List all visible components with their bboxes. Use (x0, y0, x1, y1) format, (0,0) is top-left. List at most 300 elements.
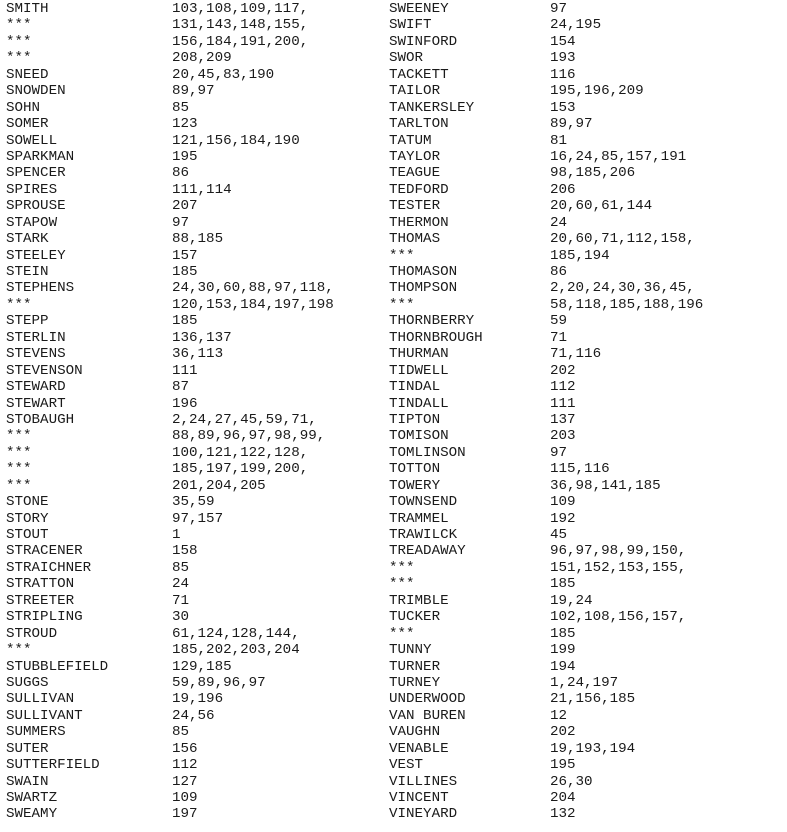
surname: TOTTON (389, 461, 441, 478)
surname: TOMLINSON (389, 444, 466, 461)
page-references: 2,24,27,45,59,71, (172, 411, 317, 428)
page-references: 111 (172, 362, 198, 379)
surname: *** (389, 247, 415, 264)
surname: SUTER (6, 740, 49, 757)
surname: STONE (6, 494, 49, 511)
surname: STUBBLEFIELD (6, 658, 109, 675)
index-entry (389, 313, 787, 329)
page-references: 102,108,156,157, (550, 609, 687, 626)
surname: UNDERWOOD (389, 691, 466, 708)
page-references: 97 (550, 1, 568, 17)
index-column-right (389, 1, 787, 823)
index-entry (389, 1, 787, 17)
surname: SUMMERS (6, 724, 66, 741)
index-entry (389, 626, 787, 642)
index-entry (6, 363, 386, 379)
page-references: 193 (550, 50, 576, 67)
surname: STRACENER (6, 543, 83, 560)
index-entry (6, 806, 386, 822)
index-entry (389, 264, 787, 280)
index-entry (389, 806, 787, 822)
surname: THERMON (389, 214, 449, 231)
page-references: 185 (172, 264, 198, 280)
page-references: 88,185 (172, 231, 224, 248)
index-entry (6, 659, 386, 675)
surname: TUCKER (389, 609, 441, 626)
surname: TREADAWAY (389, 543, 466, 560)
page-references: 24,195 (550, 17, 602, 34)
page-references: 123 (172, 116, 198, 133)
page-references: 111,114 (172, 181, 232, 198)
page-references: 112 (550, 379, 576, 396)
page-references: 19,193,194 (550, 740, 636, 757)
surname: SPIRES (6, 181, 58, 198)
index-entry (6, 100, 386, 116)
surname: SULLIVAN (6, 691, 75, 708)
index-entry (6, 83, 386, 99)
index-entry (6, 543, 386, 559)
surname: TOMISON (389, 428, 449, 445)
index-entry (389, 494, 787, 510)
index-entry (6, 280, 386, 296)
index-entry (6, 313, 386, 329)
surname: SPROUSE (6, 198, 66, 215)
index-entry (6, 412, 386, 428)
surname: SPENCER (6, 165, 66, 182)
page-references: 36,113 (172, 346, 224, 363)
surname: THOMPSON (389, 280, 458, 297)
surname: SWAIN (6, 773, 49, 790)
page-references: 129,185 (172, 658, 232, 675)
index-entry (6, 708, 386, 724)
page-references: 58,118,185,188,196 (550, 296, 704, 313)
surname: TRAMMEL (389, 510, 449, 527)
index-entry (6, 609, 386, 625)
page-references: 86 (172, 165, 190, 182)
surname: TARLTON (389, 116, 449, 133)
surname: *** (389, 296, 415, 313)
index-entry (389, 724, 787, 740)
index-entry (6, 67, 386, 83)
page-references: 194 (550, 658, 576, 675)
page-references: 196 (172, 395, 198, 412)
index-entry (389, 231, 787, 247)
surname: TUNNY (389, 642, 432, 659)
index-entry (6, 34, 386, 50)
page-references: 131,143,148,155, (172, 17, 309, 34)
page-references: 81 (550, 132, 568, 149)
page-references: 109 (550, 494, 576, 511)
surname: STREETER (6, 592, 75, 609)
surname: SWARTZ (6, 790, 58, 806)
page-references: 85 (172, 559, 190, 576)
surname: *** (6, 444, 32, 461)
page-references: 97 (550, 444, 568, 461)
index-entry (6, 297, 386, 313)
page-references: 97 (172, 214, 190, 231)
page-references: 26,30 (550, 773, 593, 790)
index-entry (389, 346, 787, 362)
surname: TURNER (389, 658, 441, 675)
page-references: 192 (550, 510, 576, 527)
surname: STERLIN (6, 329, 66, 346)
surname: TIDWELL (389, 362, 449, 379)
page-references: 156,184,191,200, (172, 33, 309, 50)
surname: TAILOR (389, 83, 441, 100)
index-entry (389, 165, 787, 181)
page-references: 206 (550, 181, 576, 198)
index-column-left (6, 1, 386, 823)
page-references: 24 (550, 214, 568, 231)
page-references: 154 (550, 33, 576, 50)
surname: STARK (6, 231, 49, 248)
index-entry (6, 1, 386, 17)
surname: SWIFT (389, 17, 432, 34)
page-references: 19,196 (172, 691, 224, 708)
index-entry (6, 215, 386, 231)
page-references: 185 (172, 313, 198, 330)
page-references: 89,97 (172, 83, 215, 100)
page-references: 195,196,209 (550, 83, 644, 100)
surname: *** (6, 50, 32, 67)
surname: *** (6, 477, 32, 494)
index-entry (389, 659, 787, 675)
surname: *** (6, 33, 32, 50)
surname: TURNEY (389, 674, 441, 691)
index-entry (6, 445, 386, 461)
page-references: 185,194 (550, 247, 610, 264)
page-references: 197 (172, 806, 198, 823)
surname: TEAGUE (389, 165, 441, 182)
index-entry (6, 396, 386, 412)
surname: SWOR (389, 50, 424, 67)
surname: SOHN (6, 99, 41, 116)
page-references: 115,116 (550, 461, 610, 478)
surname: VAN BUREN (389, 707, 466, 724)
index-entry (389, 83, 787, 99)
page-references: 116 (550, 66, 576, 83)
index-entry (389, 248, 787, 264)
index-entry (6, 17, 386, 33)
page-references: 87 (172, 379, 190, 396)
surname: TAYLOR (389, 148, 441, 165)
index-entry (389, 330, 787, 346)
index-entry (389, 741, 787, 757)
index-entry (6, 691, 386, 707)
page-references: 111 (550, 395, 576, 412)
surname: SUTTERFIELD (6, 757, 100, 774)
index-entry (6, 560, 386, 576)
surname: SNEED (6, 66, 49, 83)
index-entry (6, 675, 386, 691)
page-references: 86 (550, 264, 568, 280)
page-references: 98,185,206 (550, 165, 636, 182)
surname: THURMAN (389, 346, 449, 363)
index-entry (389, 478, 787, 494)
index-entry (389, 428, 787, 444)
index-entry (389, 100, 787, 116)
page-references: 36,98,141,185 (550, 477, 661, 494)
page-references: 203 (550, 428, 576, 445)
page-references: 201,204,205 (172, 477, 266, 494)
surname: STEPHENS (6, 280, 75, 297)
index-entry (389, 527, 787, 543)
index-entry (389, 774, 787, 790)
page-references: 59 (550, 313, 568, 330)
surname: TINDAL (389, 379, 441, 396)
index-entry (6, 198, 386, 214)
index-entry (389, 708, 787, 724)
surname: SWEAMY (6, 806, 58, 823)
page-references: 59,89,96,97 (172, 674, 266, 691)
index-entry (6, 494, 386, 510)
surname: THOMASON (389, 264, 458, 280)
page-references: 158 (172, 543, 198, 560)
surname: VAUGHN (389, 724, 441, 741)
page-references: 112 (172, 757, 198, 774)
surname: *** (389, 625, 415, 642)
surname: STAPOW (6, 214, 58, 231)
page-references: 97,157 (172, 510, 224, 527)
surname: *** (6, 296, 32, 313)
surname: STEPP (6, 313, 49, 330)
page-references: 35,59 (172, 494, 215, 511)
index-entry (6, 231, 386, 247)
index-entry (389, 691, 787, 707)
surname: TEDFORD (389, 181, 449, 198)
surname: SULLIVANT (6, 707, 83, 724)
surname: VINEYARD (389, 806, 458, 823)
page-references: 127 (172, 773, 198, 790)
page-references: 24,56 (172, 707, 215, 724)
page-references: 195 (172, 148, 198, 165)
index-entry (389, 642, 787, 658)
index-entry (389, 511, 787, 527)
page-references: 45 (550, 527, 568, 543)
index-entry (6, 149, 386, 165)
surname: STROUD (6, 625, 58, 642)
page-references: 71 (550, 329, 568, 346)
page-references: 16,24,85,157,191 (550, 148, 687, 165)
page-references: 20,45,83,190 (172, 66, 275, 83)
index-entry (389, 576, 787, 592)
index-entry (389, 34, 787, 50)
index-entry (6, 428, 386, 444)
index-entry (389, 412, 787, 428)
surname: STRAICHNER (6, 559, 92, 576)
page-references: 71 (172, 592, 190, 609)
index-entry (389, 280, 787, 296)
index-entry (389, 675, 787, 691)
index-entry (389, 363, 787, 379)
index-entry (389, 543, 787, 559)
index-entry (389, 560, 787, 576)
surname: SWINFORD (389, 33, 458, 50)
page-references: 85 (172, 724, 190, 741)
index-entry (6, 165, 386, 181)
page-references: 1,24,197 (550, 674, 619, 691)
surname: STEELEY (6, 247, 66, 264)
page-references: 61,124,128,144, (172, 625, 300, 642)
page-references: 121,156,184,190 (172, 132, 300, 149)
surname: SPARKMAN (6, 148, 75, 165)
surname: TATUM (389, 132, 432, 149)
surname: VILLINES (389, 773, 458, 790)
index-entry (389, 396, 787, 412)
surname: THOMAS (389, 231, 441, 248)
surname: SNOWDEN (6, 83, 66, 100)
surname: VENABLE (389, 740, 449, 757)
index-entry (389, 149, 787, 165)
index-entry (389, 116, 787, 132)
index-entry (6, 626, 386, 642)
surname: STRIPLING (6, 609, 83, 626)
surname: TESTER (389, 198, 441, 215)
page-references: 207 (172, 198, 198, 215)
index-entry (6, 133, 386, 149)
surname: STOUT (6, 527, 49, 543)
page-references: 185,202,203,204 (172, 642, 300, 659)
page-references: 109 (172, 790, 198, 806)
surname: SMITH (6, 1, 49, 17)
index-entry (6, 774, 386, 790)
index-entry (389, 67, 787, 83)
page-references: 20,60,71,112,158, (550, 231, 695, 248)
page-references: 96,97,98,99,150, (550, 543, 687, 560)
surname: THORNBROUGH (389, 329, 483, 346)
page-references: 156 (172, 740, 198, 757)
index-entry (6, 346, 386, 362)
surname: TOWERY (389, 477, 441, 494)
page-references: 120,153,184,197,198 (172, 296, 334, 313)
index-entry (6, 182, 386, 198)
index-entry (6, 461, 386, 477)
surname: *** (389, 559, 415, 576)
surname: STORY (6, 510, 49, 527)
page-references: 30 (172, 609, 190, 626)
page-references: 153 (550, 99, 576, 116)
index-entry (6, 50, 386, 66)
page-references: 89,97 (550, 116, 593, 133)
index-entry (6, 248, 386, 264)
index-entry (6, 527, 386, 543)
index-entry (6, 330, 386, 346)
index-entry (389, 50, 787, 66)
page-references: 12 (550, 707, 568, 724)
page-references: 185 (550, 576, 576, 593)
page-references: 208,209 (172, 50, 232, 67)
surname: *** (6, 17, 32, 34)
surname: SOWELL (6, 132, 58, 149)
index-entry (389, 609, 787, 625)
index-entry (6, 264, 386, 280)
page-references: 19,24 (550, 592, 593, 609)
page-references: 151,152,153,155, (550, 559, 687, 576)
index-entry (6, 511, 386, 527)
index-entry (6, 116, 386, 132)
surname: TANKERSLEY (389, 99, 475, 116)
page-references: 185 (550, 625, 576, 642)
index-entry (389, 757, 787, 773)
index-entry (389, 198, 787, 214)
page-references: 137 (550, 411, 576, 428)
page-references: 202 (550, 724, 576, 741)
surname: STOBAUGH (6, 411, 75, 428)
index-entry (6, 642, 386, 658)
surname: TRIMBLE (389, 592, 449, 609)
surname: *** (6, 642, 32, 659)
surname: *** (6, 461, 32, 478)
surname: TOWNSEND (389, 494, 458, 511)
surname: TIPTON (389, 411, 441, 428)
surname: VEST (389, 757, 424, 774)
surname: *** (6, 428, 32, 445)
page-references: 132 (550, 806, 576, 823)
page-references: 21,156,185 (550, 691, 636, 708)
page-references: 185,197,199,200, (172, 461, 309, 478)
page-references: 85 (172, 99, 190, 116)
index-entry (389, 461, 787, 477)
page-references: 24 (172, 576, 190, 593)
surname: SOMER (6, 116, 49, 133)
page-references: 202 (550, 362, 576, 379)
surname: SUGGS (6, 674, 49, 691)
page-references: 195 (550, 757, 576, 774)
surname: STEIN (6, 264, 49, 280)
index-entry (6, 741, 386, 757)
index-entry (389, 593, 787, 609)
page-references: 157 (172, 247, 198, 264)
page-references: 100,121,122,128, (172, 444, 309, 461)
surname: THORNBERRY (389, 313, 475, 330)
surname: TINDALL (389, 395, 449, 412)
page-references: 204 (550, 790, 576, 806)
index-entry (389, 215, 787, 231)
surname: STEWART (6, 395, 66, 412)
surname: STEVENS (6, 346, 66, 363)
index-entry (6, 593, 386, 609)
surname: STRATTON (6, 576, 75, 593)
index-entry (389, 182, 787, 198)
surname: TRAWILCK (389, 527, 458, 543)
surname: VINCENT (389, 790, 449, 806)
page-references: 199 (550, 642, 576, 659)
index-entry (6, 379, 386, 395)
page-references: 2,20,24,30,36,45, (550, 280, 695, 297)
index-entry (6, 576, 386, 592)
page-references: 71,116 (550, 346, 602, 363)
index-entry (6, 757, 386, 773)
index-entry (389, 133, 787, 149)
index-entry (389, 445, 787, 461)
index-entry (6, 478, 386, 494)
surname: SWEENEY (389, 1, 449, 17)
index-entry (389, 17, 787, 33)
index-entry (6, 790, 386, 806)
surname: *** (389, 576, 415, 593)
index-entry (389, 297, 787, 313)
page-references: 103,108,109,117, (172, 1, 309, 17)
page-references: 24,30,60,88,97,118, (172, 280, 334, 297)
page-references: 88,89,96,97,98,99, (172, 428, 326, 445)
surname: STEWARD (6, 379, 66, 396)
page-references: 20,60,61,144 (550, 198, 653, 215)
surname: STEVENSON (6, 362, 83, 379)
index-entry (6, 724, 386, 740)
page-references: 1 (172, 527, 181, 543)
surname: TACKETT (389, 66, 449, 83)
index-entry (389, 790, 787, 806)
